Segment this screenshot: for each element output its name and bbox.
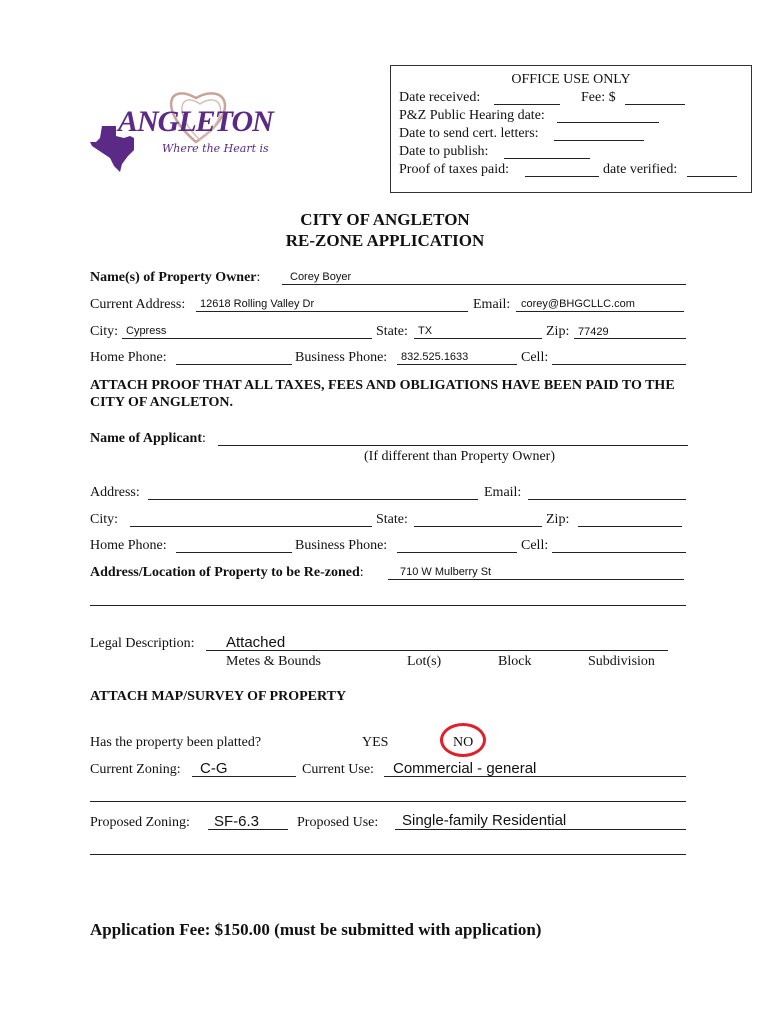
- current-zoning-field[interactable]: C-G: [200, 760, 228, 777]
- owner-city-field[interactable]: Cypress: [126, 325, 167, 337]
- office-date-received-line: [494, 104, 560, 105]
- owner-name-field[interactable]: Corey Boyer: [290, 271, 352, 283]
- property-location-field[interactable]: 710 W Mulberry St: [400, 566, 492, 578]
- platted-no-option[interactable]: NO: [453, 735, 474, 750]
- proposed-use-field[interactable]: Single-family Residential: [402, 812, 567, 829]
- office-date-received-label: Date received:: [399, 90, 481, 105]
- applicant-business-phone-label: Business Phone:: [295, 538, 388, 553]
- owner-city-line: [122, 338, 372, 339]
- owner-address-label: Current Address:: [90, 297, 186, 312]
- form-title-line1: CITY OF ANGLETON: [300, 210, 470, 229]
- owner-zip-label: Zip:: [546, 324, 570, 339]
- applicant-name-label: Name of Applicant:: [90, 431, 206, 446]
- proposed-use-line: [395, 829, 686, 830]
- owner-business-phone-label: Business Phone:: [295, 350, 388, 365]
- applicant-city-label: City:: [90, 512, 119, 527]
- office-fee-line: [625, 104, 685, 105]
- owner-cell-label: Cell:: [521, 350, 549, 365]
- applicant-address-label: Address:: [90, 485, 140, 500]
- office-pz-hearing-line: [557, 122, 659, 123]
- application-fee: Application Fee: $150.00 (must be submitted with application): [90, 920, 542, 939]
- owner-cell-line[interactable]: [552, 364, 686, 365]
- office-use-box: [390, 65, 752, 193]
- office-date-verified-line: [687, 176, 737, 177]
- owner-zip-field[interactable]: 77429: [578, 326, 609, 338]
- applicant-home-phone-line[interactable]: [176, 552, 292, 553]
- office-fee-label: Fee: $: [581, 90, 616, 105]
- applicant-state-line[interactable]: [414, 526, 542, 527]
- office-taxes-label: Proof of taxes paid:: [399, 162, 510, 177]
- applicant-cell-label: Cell:: [521, 538, 549, 553]
- legal-description-label: Legal Description:: [90, 636, 195, 651]
- office-pz-hearing-label: P&Z Public Hearing date:: [399, 108, 545, 123]
- applicant-email-line[interactable]: [528, 499, 686, 500]
- applicant-note: (If different than Property Owner): [364, 449, 556, 464]
- form-title-line2: RE-ZONE APPLICATION: [285, 231, 485, 250]
- office-publish-line: [504, 158, 590, 159]
- owner-state-line: [414, 338, 542, 339]
- applicant-state-label: State:: [376, 512, 408, 527]
- logo-wordmark: ANGLETON: [118, 105, 273, 138]
- angleton-logo: [88, 80, 278, 190]
- office-use-heading: OFFICE USE ONLY: [511, 72, 631, 87]
- current-use-label: Current Use:: [302, 762, 374, 777]
- owner-email-line: [516, 311, 684, 312]
- office-date-verified-label: date verified:: [603, 162, 678, 177]
- owner-name-line: [282, 284, 686, 285]
- owner-address-line: [196, 311, 468, 312]
- owner-email-field[interactable]: corey@BHGCLLC.com: [521, 298, 635, 310]
- owner-state-label: State:: [376, 324, 408, 339]
- property-location-label: Address/Location of Property to be Re-zoned:: [90, 565, 364, 580]
- owner-home-phone-label: Home Phone:: [90, 350, 167, 365]
- proposed-zoning-label: Proposed Zoning:: [90, 815, 190, 830]
- applicant-city-line[interactable]: [130, 526, 372, 527]
- current-use-line-2[interactable]: [90, 801, 686, 802]
- owner-business-phone-line: [397, 364, 517, 365]
- proposed-use-label: Proposed Use:: [297, 815, 379, 830]
- owner-city-label: City:: [90, 324, 119, 339]
- owner-email-label: Email:: [473, 297, 511, 312]
- applicant-email-label: Email:: [484, 485, 522, 500]
- taxes-notice: ATTACH PROOF THAT ALL TAXES, FEES AND OBLIGATIONS HAVE BEEN PAID TO THE CITY OF ANGLETON.: [90, 378, 675, 410]
- applicant-business-phone-line[interactable]: [397, 552, 517, 553]
- owner-home-phone-line[interactable]: [176, 364, 292, 365]
- office-cert-letters-line: [554, 140, 644, 141]
- office-taxes-line: [525, 176, 599, 177]
- office-cert-letters-label: Date to send cert. letters:: [399, 126, 539, 141]
- owner-address-field[interactable]: 12618 Rolling Valley Dr: [200, 298, 315, 310]
- platted-yes-option[interactable]: YES: [362, 735, 389, 750]
- proposed-use-line-2[interactable]: [90, 854, 686, 855]
- applicant-zip-label: Zip:: [546, 512, 570, 527]
- platted-question: Has the property been platted?: [90, 735, 262, 750]
- legal-lots-caption: Lot(s): [407, 654, 442, 669]
- office-publish-label: Date to publish:: [399, 144, 489, 159]
- legal-subdivision-caption: Subdivision: [588, 654, 655, 669]
- proposed-zoning-field[interactable]: SF-6.3: [214, 813, 260, 830]
- legal-metes-caption: Metes & Bounds: [226, 654, 321, 669]
- owner-zip-line: [574, 338, 686, 339]
- applicant-home-phone-label: Home Phone:: [90, 538, 167, 553]
- current-zoning-label: Current Zoning:: [90, 762, 181, 777]
- applicant-zip-line[interactable]: [578, 526, 682, 527]
- map-survey-notice: ATTACH MAP/SURVEY OF PROPERTY: [90, 689, 347, 704]
- owner-business-phone-field[interactable]: 832.525.1633: [401, 351, 469, 363]
- logo-tagline: Where the Heart is: [162, 142, 269, 155]
- legal-description-field[interactable]: Attached: [226, 634, 286, 651]
- current-use-field[interactable]: Commercial - general: [393, 760, 537, 777]
- applicant-cell-line[interactable]: [552, 552, 686, 553]
- owner-name-label: Name(s) of Property Owner:: [90, 270, 261, 285]
- property-location-line: [388, 579, 684, 580]
- owner-state-field[interactable]: TX: [418, 325, 433, 337]
- applicant-name-line[interactable]: [218, 445, 688, 446]
- applicant-address-line[interactable]: [148, 499, 478, 500]
- property-location-line-2[interactable]: [90, 605, 686, 606]
- legal-block-caption: Block: [498, 654, 532, 669]
